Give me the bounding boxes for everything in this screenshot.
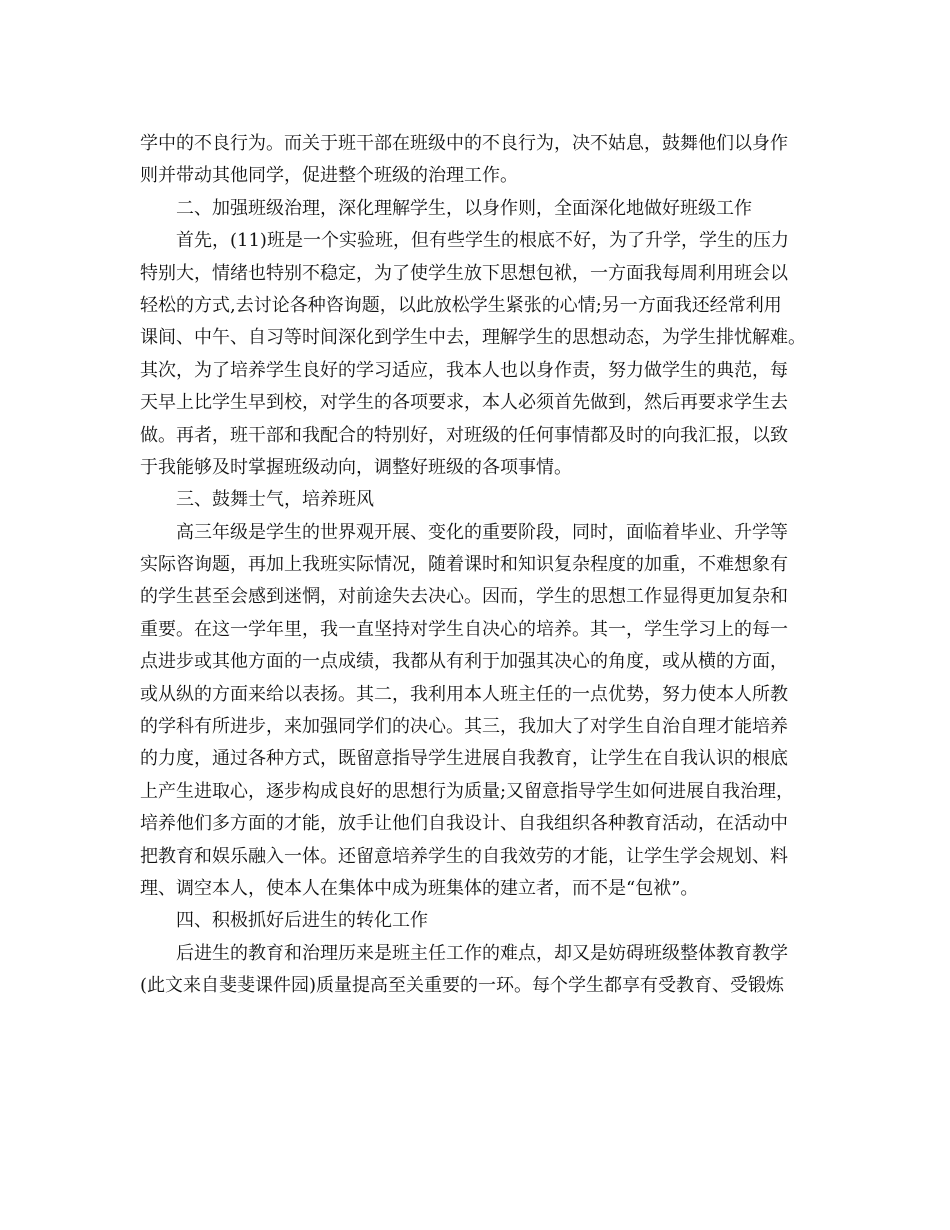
paragraph-first-line: 二、加强班级治理，深化理解学生，以身作则，全面深化地做好班级工作 — [176, 197, 752, 219]
text-line: 上产生进取心，逐步构成良好的思想行为质量;又留意指导学生如何进展自我治理， — [140, 780, 795, 802]
paragraph-first-line: 三、鼓舞士气，培养班风 — [176, 489, 374, 511]
text-line: (此文来自斐斐课件园)质量提高至关重要的一环。每个学生都享有受教育、受锻炼 — [140, 975, 785, 997]
text-line: 轻松的方式,去讨论各种咨询题，以此放松学生紧张的心情;另一方面我还经常利用 — [140, 294, 782, 316]
text-line: 的学生甚至会感到迷惘，对前途失去决心。因而，学生的思想工作显得更加复杂和 — [140, 586, 788, 608]
text-line: 的力度，通过各种方式，既留意指导学生进展自我教育，让学生在自我认识的根底 — [140, 748, 788, 770]
document-body — [140, 128, 830, 1003]
text-line: 实际咨询题，再加上我班实际情况，随着课时和知识复杂程度的加重，不难想象有 — [140, 554, 788, 576]
text-line: 学中的不良行为。而关于班干部在班级中的不良行为，决不姑息，鼓舞他们以身作 — [140, 133, 788, 154]
text-line: 则并带动其他同学，促进整个班级的治理工作。 — [140, 165, 518, 187]
paragraph-first-line: 首先，(11)班是一个实验班，但有些学生的根底不好，为了升学，学生的压力 — [176, 230, 789, 252]
text-line: 天早上比学生早到校，对学生的各项要求，本人必须首先做到，然后再要求学生去 — [140, 392, 788, 414]
text-line: 理、调空本人，使本人在集体中成为班集体的建立者，而不是“包袱”。 — [140, 877, 699, 899]
text-line: 课间、中午、自习等时间深化到学生中去，理解学生的思想动态，为学生排忧解难。 — [140, 327, 806, 349]
text-line: 其次，为了培养学生良好的学习适应，我本人也以身作责，努力做学生的典范，每 — [140, 359, 788, 381]
paragraph-first-line: 四、积极抓好后进生的转化工作 — [176, 910, 428, 932]
text-line: 做。再者，班干部和我配合的特别好，对班级的任何事情都及时的向我汇报，以致 — [140, 424, 788, 446]
text-line: 的学科有所进步，来加强同学们的决心。其三，我加大了对学生自治自理才能培养 — [140, 716, 788, 738]
paragraph-first-line: 高三年级是学生的世界观开展、变化的重要阶段，同时，面临着毕业、升学等 — [176, 521, 788, 543]
text-line: 于我能够及时掌握班级动向，调整好班级的各项事情。 — [140, 456, 572, 478]
text-line: 或从纵的方面来给以表扬。其二，我利用本人班主任的一点优势，努力使本人所教 — [140, 683, 788, 705]
text-line: 把教育和娱乐融入一体。还留意培养学生的自我效劳的才能，让学生学会规划、料 — [140, 845, 788, 867]
text-line: 重要。在这一学年里，我一直坚持对学生自决心的培养。其一，学生学习上的每一 — [140, 618, 788, 640]
text-line: 培养他们多方面的才能，放手让他们自我设计、自我组织各种教育活动，在活动中 — [140, 813, 788, 835]
text-line: 点进步或其他方面的一点成绩，我都从有利于加强其决心的角度，或从横的方面， — [140, 651, 788, 673]
text-line: 特别大，情绪也特别不稳定，为了使学生放下思想包袱，一方面我每周利用班会以 — [140, 262, 788, 284]
paragraph-first-line: 后进生的教育和治理历来是班主任工作的难点，却又是妨碍班级整体教育教学 — [176, 942, 788, 964]
